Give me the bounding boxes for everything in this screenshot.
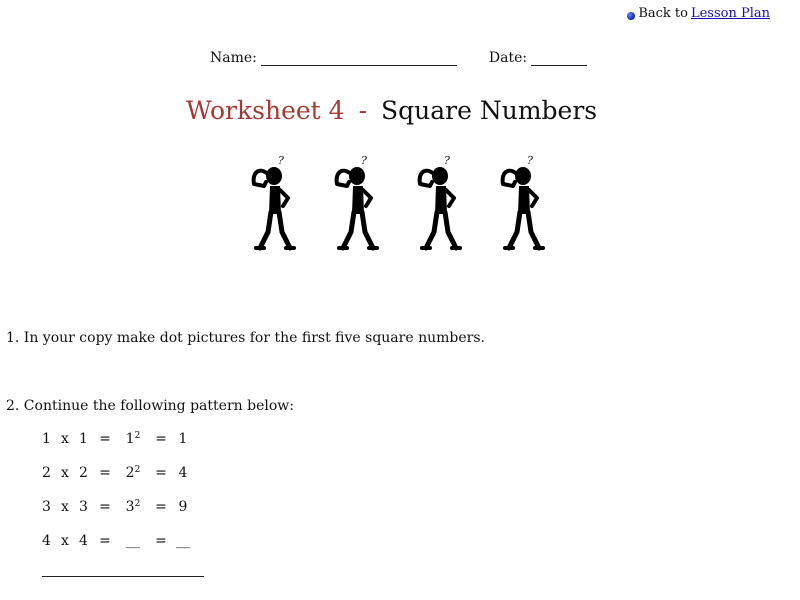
question-1: 1. In your copy make dot pictures for the first five square numbers. (6, 330, 485, 346)
thinking-figure-icon (329, 152, 385, 254)
pattern-row (40, 422, 190, 456)
equals-sign (90, 533, 120, 549)
thinking-figure-icon (246, 152, 302, 254)
thinking-figure-icon (495, 152, 551, 254)
svg-text:?: ? (444, 154, 450, 167)
times-sign-text: x (61, 499, 69, 515)
square-notation-text: 3 (125, 499, 135, 515)
square-result-text: __ (176, 533, 190, 549)
times-sign (53, 499, 77, 515)
back-to-lesson-plan (627, 6, 770, 21)
factor-a (40, 499, 53, 515)
svg-text:?: ? (278, 154, 284, 167)
factor-a-text: 3 (42, 499, 51, 515)
square-result-text: 9 (178, 499, 188, 515)
thinking-figures (246, 152, 556, 254)
factor-a-text: 4 (42, 533, 51, 549)
lesson-plan-link[interactable]: Lesson Plan (690, 6, 770, 21)
factor-b (77, 499, 90, 515)
exponent: 2 (134, 431, 141, 441)
factor-a (40, 533, 53, 549)
page-title (186, 96, 597, 125)
times-sign-text: x (61, 431, 69, 447)
worksheet-number: Worksheet 4 (186, 96, 345, 125)
factor-b-text: 3 (79, 499, 88, 515)
times-sign-text: x (61, 533, 69, 549)
question-2: 2. Continue the following pattern below: (6, 398, 294, 414)
square-result (176, 465, 190, 481)
equals-sign-text: = (155, 431, 167, 447)
factor-b-text: 4 (79, 533, 88, 549)
equals-sign-text: = (99, 533, 111, 549)
worksheet-topic: Square Numbers (381, 96, 598, 125)
date-label: Date: (488, 50, 528, 66)
factor-a-text: 1 (42, 431, 51, 447)
times-sign (53, 533, 77, 549)
square-result (176, 499, 190, 515)
factor-b (77, 431, 90, 447)
equals-sign (146, 533, 176, 549)
equals-sign-text: = (99, 431, 111, 447)
answer-line[interactable] (42, 576, 204, 577)
exponent: 2 (134, 499, 141, 509)
factor-b-text: 1 (79, 431, 88, 447)
back-prefix: Back to (638, 6, 688, 21)
pattern-table (40, 422, 190, 558)
blue-bullet-icon (627, 12, 635, 20)
title-dash: - (358, 96, 368, 125)
square-notation (120, 533, 146, 549)
pattern-row (40, 490, 190, 524)
name-field-line[interactable] (261, 51, 457, 66)
thinking-figure-icon (412, 152, 468, 254)
factor-b (77, 465, 90, 481)
svg-text:?: ? (527, 154, 533, 167)
pattern-row (40, 524, 190, 558)
name-date-row (210, 50, 587, 66)
svg-text:?: ? (361, 154, 367, 167)
square-notation (120, 431, 146, 447)
times-sign (53, 465, 77, 481)
date-field-line[interactable] (531, 51, 587, 66)
square-result (176, 533, 190, 549)
pattern-row (40, 456, 190, 490)
equals-sign (90, 465, 120, 481)
equals-sign-text: = (155, 465, 167, 481)
square-notation (120, 465, 146, 481)
square-notation (120, 499, 146, 515)
equals-sign-text: = (99, 465, 111, 481)
times-sign (53, 431, 77, 447)
factor-b-text: 2 (79, 465, 88, 481)
equals-sign (90, 431, 120, 447)
equals-sign (146, 465, 176, 481)
square-notation-text: 2 (125, 465, 135, 481)
factor-a-text: 2 (42, 465, 51, 481)
equals-sign (146, 499, 176, 515)
equals-sign (146, 431, 176, 447)
equals-sign-text: = (155, 533, 167, 549)
name-label: Name: (210, 50, 257, 66)
factor-a (40, 431, 53, 447)
exponent: 2 (134, 465, 141, 475)
factor-a (40, 465, 53, 481)
square-result-text: 1 (178, 431, 188, 447)
square-notation-text: 1 (125, 431, 135, 447)
square-result-text: 4 (178, 465, 188, 481)
factor-b (77, 533, 90, 549)
equals-sign-text: = (99, 499, 111, 515)
times-sign-text: x (61, 465, 69, 481)
equals-sign-text: = (155, 499, 167, 515)
square-notation-text: __ (126, 533, 140, 549)
square-result (176, 431, 190, 447)
equals-sign (90, 499, 120, 515)
